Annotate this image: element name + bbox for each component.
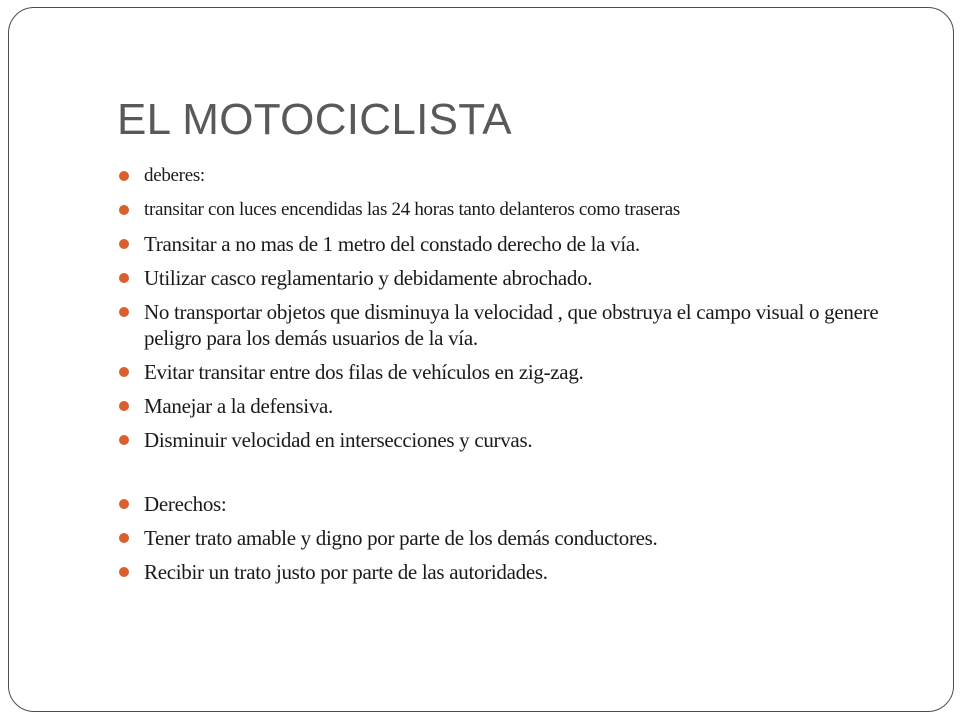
slide-title: EL MOTOCICLISTA bbox=[117, 95, 512, 144]
bullet-dot-icon bbox=[119, 567, 129, 577]
bullet-dot-icon bbox=[119, 239, 129, 249]
slide-frame bbox=[8, 7, 954, 712]
bullet-dot-icon bbox=[119, 401, 129, 411]
list-item bbox=[119, 427, 899, 453]
bullet-text: transitar con luces encendidas las 24 horas tanto delanteros como traseras bbox=[144, 199, 680, 220]
bullet-text: Tener trato amable y digno por parte de los demás conductores. bbox=[144, 526, 658, 550]
list-item bbox=[119, 265, 899, 291]
bullet-dot-icon bbox=[119, 533, 129, 543]
list-item bbox=[119, 197, 899, 223]
bullet-text: No transportar objetos que disminuya la velocidad , que obstruya el campo visual o genere peligro para los demás usuarios de la vía. bbox=[144, 300, 879, 350]
bullet-text: Recibir un trato justo por parte de las autoridades. bbox=[144, 560, 548, 584]
list-item bbox=[119, 491, 899, 517]
bullet-dot-icon bbox=[119, 205, 129, 215]
bullet-dot-icon bbox=[119, 435, 129, 445]
list-item bbox=[119, 231, 899, 257]
bullet-dot-icon bbox=[119, 171, 129, 181]
bullet-text: Transitar a no mas de 1 metro del constado derecho de la vía. bbox=[144, 232, 640, 256]
list-item bbox=[119, 359, 899, 385]
list-item bbox=[119, 163, 899, 189]
bullet-text: Utilizar casco reglamentario y debidamente abrochado. bbox=[144, 266, 593, 290]
bullet-text: deberes: bbox=[144, 165, 205, 186]
bullet-dot-icon bbox=[119, 273, 129, 283]
bullet-dot-icon bbox=[119, 499, 129, 509]
bullet-text: Disminuir velocidad en intersecciones y curvas. bbox=[144, 428, 533, 452]
bullet-list bbox=[119, 163, 899, 593]
bullet-text: Evitar transitar entre dos filas de vehículos en zig-zag. bbox=[144, 360, 584, 384]
list-item bbox=[119, 393, 899, 419]
list-item bbox=[119, 299, 899, 351]
bullet-text: Manejar a la defensiva. bbox=[144, 394, 334, 418]
list-item bbox=[119, 525, 899, 551]
bullet-dot-icon bbox=[119, 367, 129, 377]
bullet-text: Derechos: bbox=[144, 492, 227, 516]
bullet-dot-icon bbox=[119, 307, 129, 317]
list-item bbox=[119, 559, 899, 585]
